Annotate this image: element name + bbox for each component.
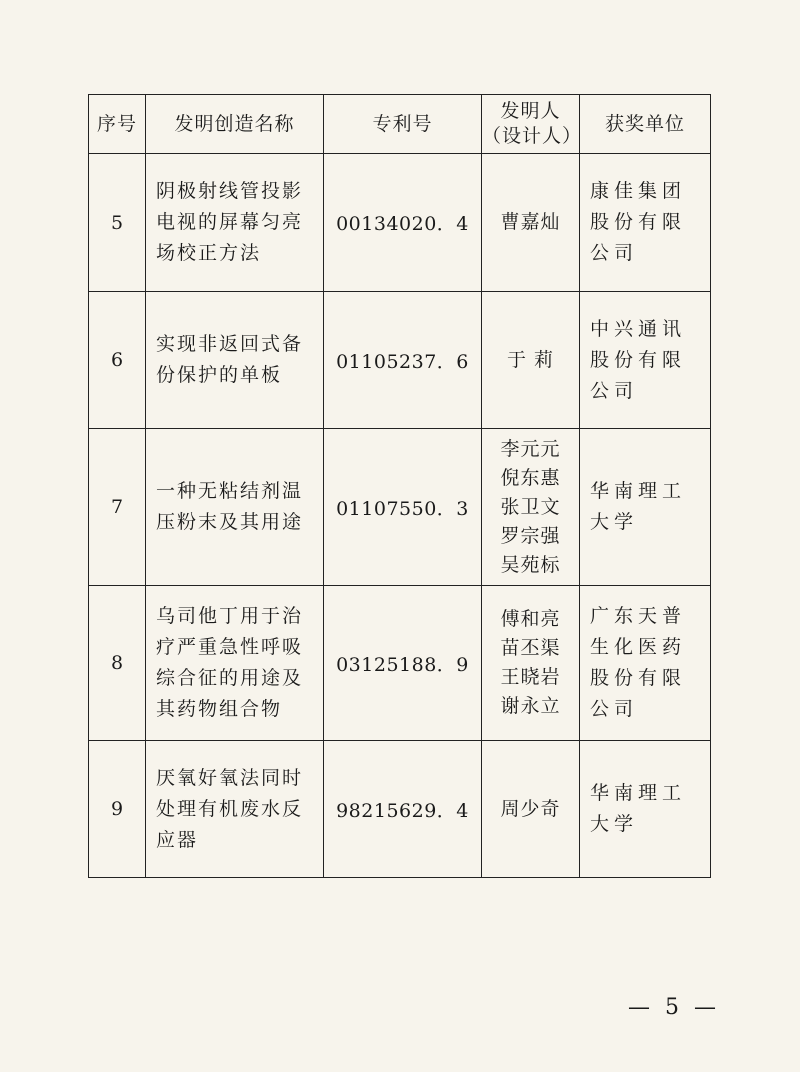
cell-seq: 7 — [89, 429, 146, 586]
inventor-name: 傅和亮 — [500, 608, 561, 630]
table-row — [89, 741, 711, 878]
inventor-name: 张卫文 — [500, 495, 561, 518]
inventor-name: 罗宗强 — [500, 524, 561, 547]
cell-patent-number: 98215629．4 — [324, 741, 482, 878]
cell-seq: 9 — [89, 741, 146, 878]
cell-award-unit: 康佳集团股份有限公司 — [580, 154, 711, 292]
cell-invention-name: 厌氧好氧法同时处理有机废水反应器 — [146, 741, 324, 878]
inventor-name: 于 莉 — [506, 348, 555, 371]
header-inventor-line2: （设计人） — [482, 125, 583, 147]
inventor-name: 谢永立 — [500, 695, 561, 717]
cell-patent-number: 01105237．6 — [324, 292, 482, 429]
cell-invention-name: 一种无粘结剂温压粉末及其用途 — [146, 429, 324, 586]
inventor-name: 周少奇 — [500, 797, 561, 820]
cell-patent-number: 00134020．4 — [324, 154, 482, 292]
table-row — [89, 154, 711, 292]
inventor-name: 王晓岩 — [500, 666, 561, 688]
cell-inventors — [482, 741, 580, 878]
cell-award-unit: 中兴通讯股份有限公司 — [580, 292, 711, 429]
cell-invention-name: 乌司他丁用于治疗严重急性呼吸综合征的用途及其药物组合物 — [146, 586, 324, 741]
header-seq: 序号 — [89, 95, 146, 154]
header-invention-name: 发明创造名称 — [146, 95, 324, 154]
cell-inventors — [482, 292, 580, 429]
cell-inventors — [482, 429, 580, 586]
cell-patent-number: 03125188．9 — [324, 586, 482, 741]
table-row — [89, 429, 711, 586]
cell-award-unit: 华南理工大学 — [580, 429, 711, 586]
cell-seq: 6 — [89, 292, 146, 429]
cell-invention-name: 阴极射线管投影电视的屏幕匀亮场校正方法 — [146, 154, 324, 292]
inventor-name: 倪东惠 — [500, 466, 561, 489]
inventor-name: 曹嘉灿 — [500, 211, 561, 233]
table-row — [89, 586, 711, 741]
table-row — [89, 292, 711, 429]
cell-inventors — [482, 154, 580, 292]
cell-invention-name: 实现非返回式备份保护的单板 — [146, 292, 324, 429]
header-patent-number: 专利号 — [324, 95, 482, 154]
table-header-row — [89, 95, 711, 154]
cell-award-unit: 广东天普生化医药股份有限公司 — [580, 586, 711, 741]
cell-inventors — [482, 586, 580, 741]
page-number: — 5 — — [628, 995, 720, 1020]
inventor-name: 苗丕渠 — [500, 637, 561, 659]
patent-award-table — [88, 94, 711, 878]
header-inventor — [482, 95, 583, 154]
cell-award-unit: 华南理工大学 — [580, 741, 711, 878]
cell-seq: 8 — [89, 586, 146, 741]
cell-patent-number: 01107550．3 — [324, 429, 482, 586]
cell-seq: 5 — [89, 154, 146, 292]
header-award-unit: 获奖单位 — [580, 95, 711, 154]
header-inventor-line1: 发明人 — [500, 100, 561, 122]
inventor-name: 李元元 — [500, 437, 561, 460]
inventor-name: 吴苑标 — [500, 553, 561, 576]
